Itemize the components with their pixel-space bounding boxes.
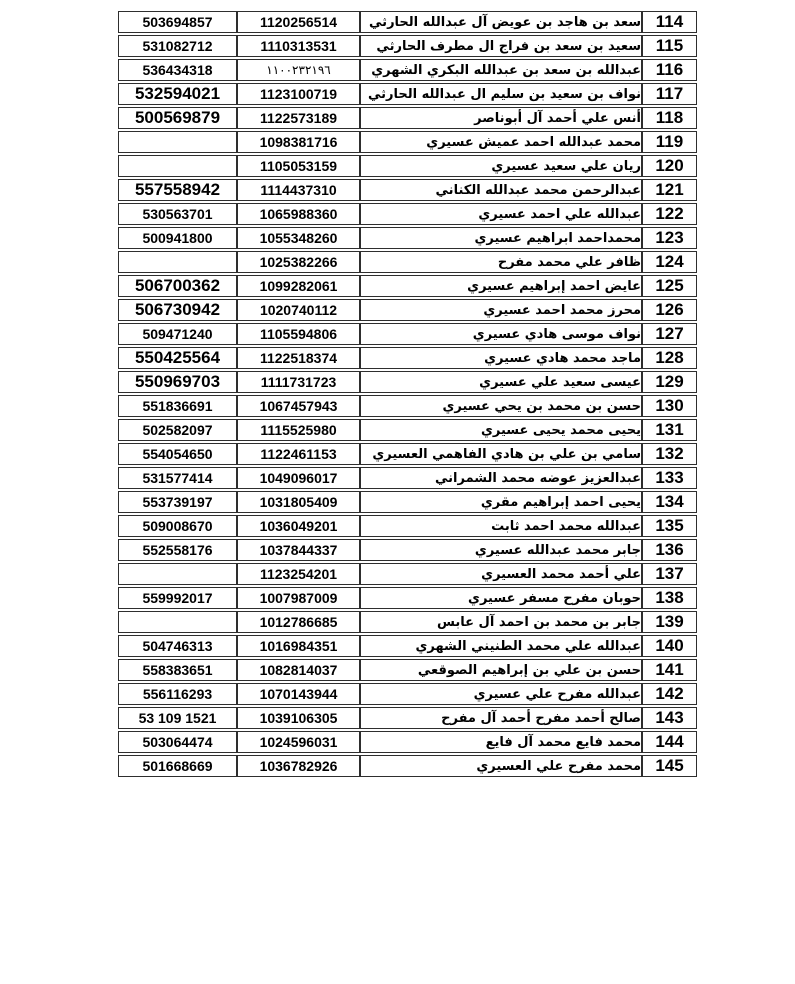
id-number-cell: 1123100719 bbox=[237, 83, 360, 105]
table-row bbox=[118, 275, 697, 297]
row-number-cell: 143 bbox=[642, 707, 697, 729]
row-number-cell: 114 bbox=[642, 11, 697, 33]
table-row bbox=[118, 59, 697, 81]
person-name-cell: محمد فايع محمد آل فايع bbox=[360, 731, 642, 753]
id-number-cell: 1099282061 bbox=[237, 275, 360, 297]
id-number-cell: 1031805409 bbox=[237, 491, 360, 513]
table-row bbox=[118, 203, 697, 225]
table-row bbox=[118, 83, 697, 105]
id-number-cell: 1036782926 bbox=[237, 755, 360, 777]
records-table-container bbox=[118, 9, 697, 779]
id-number-cell: 1122573189 bbox=[237, 107, 360, 129]
row-number-cell: 128 bbox=[642, 347, 697, 369]
id-number-cell: 1012786685 bbox=[237, 611, 360, 633]
id-number-cell: 1122461153 bbox=[237, 443, 360, 465]
table-row bbox=[118, 683, 697, 705]
phone-number-cell: 504746313 bbox=[118, 635, 237, 657]
phone-number-cell: 502582097 bbox=[118, 419, 237, 441]
id-number-cell: 1123254201 bbox=[237, 563, 360, 585]
person-name-cell: سعد بن هاجد بن عويض آل عبدالله الحارثي bbox=[360, 11, 642, 33]
person-name-cell: عبدالله علي محمد الطنيني الشهري bbox=[360, 635, 642, 657]
person-name-cell: حسن بن محمد بن يحي عسيري bbox=[360, 395, 642, 417]
phone-number-cell bbox=[118, 251, 237, 273]
row-number-cell: 120 bbox=[642, 155, 697, 177]
id-number-cell: 1070143944 bbox=[237, 683, 360, 705]
phone-number-cell: 53 109 1521 bbox=[118, 707, 237, 729]
phone-number-cell: 506700362 bbox=[118, 275, 237, 297]
row-number-cell: 127 bbox=[642, 323, 697, 345]
row-number-cell: 117 bbox=[642, 83, 697, 105]
person-name-cell: حسن بن علي بن إبراهيم الصوقعي bbox=[360, 659, 642, 681]
table-row bbox=[118, 107, 697, 129]
table-row bbox=[118, 587, 697, 609]
row-number-cell: 138 bbox=[642, 587, 697, 609]
id-number-cell: 1016984351 bbox=[237, 635, 360, 657]
phone-number-cell: 509471240 bbox=[118, 323, 237, 345]
table-row bbox=[118, 467, 697, 489]
row-number-cell: 116 bbox=[642, 59, 697, 81]
phone-number-cell: 506730942 bbox=[118, 299, 237, 321]
table-row bbox=[118, 371, 697, 393]
table-row bbox=[118, 35, 697, 57]
table-row bbox=[118, 131, 697, 153]
table-row bbox=[118, 515, 697, 537]
table-row bbox=[118, 179, 697, 201]
person-name-cell: جابر بن محمد بن احمد آل عابس bbox=[360, 611, 642, 633]
person-name-cell: عبدالله بن سعد بن عبدالله البكري الشهري bbox=[360, 59, 642, 81]
records-table bbox=[118, 9, 697, 779]
person-name-cell: عبدالله محمد احمد ثابت bbox=[360, 515, 642, 537]
phone-number-cell bbox=[118, 155, 237, 177]
row-number-cell: 122 bbox=[642, 203, 697, 225]
phone-number-cell: 551836691 bbox=[118, 395, 237, 417]
person-name-cell: محمد عبدالله احمد عميش عسيري bbox=[360, 131, 642, 153]
person-name-cell: حوبان مفرح مسفر عسيري bbox=[360, 587, 642, 609]
id-number-cell: 1039106305 bbox=[237, 707, 360, 729]
id-number-cell: 1065988360 bbox=[237, 203, 360, 225]
table-row bbox=[118, 491, 697, 513]
person-name-cell: أنس علي أحمد آل أبوناصر bbox=[360, 107, 642, 129]
table-row bbox=[118, 659, 697, 681]
person-name-cell: صالح أحمد مفرح أحمد آل مفرح bbox=[360, 707, 642, 729]
person-name-cell: عايض احمد إبراهيم عسيري bbox=[360, 275, 642, 297]
table-row bbox=[118, 443, 697, 465]
phone-number-cell: 531577414 bbox=[118, 467, 237, 489]
table-row bbox=[118, 611, 697, 633]
phone-number-cell: 531082712 bbox=[118, 35, 237, 57]
row-number-cell: 129 bbox=[642, 371, 697, 393]
row-number-cell: 130 bbox=[642, 395, 697, 417]
id-number-cell: 1007987009 bbox=[237, 587, 360, 609]
person-name-cell: ماجد محمد هادي عسيري bbox=[360, 347, 642, 369]
person-name-cell: جابر محمد عبدالله عسيري bbox=[360, 539, 642, 561]
phone-number-cell bbox=[118, 611, 237, 633]
row-number-cell: 136 bbox=[642, 539, 697, 561]
row-number-cell: 118 bbox=[642, 107, 697, 129]
person-name-cell: ريان علي سعيد عسيري bbox=[360, 155, 642, 177]
row-number-cell: 123 bbox=[642, 227, 697, 249]
phone-number-cell: 503064474 bbox=[118, 731, 237, 753]
row-number-cell: 137 bbox=[642, 563, 697, 585]
id-number-cell: 1122518374 bbox=[237, 347, 360, 369]
records-table-body bbox=[118, 11, 697, 777]
table-row bbox=[118, 707, 697, 729]
id-number-cell: 1115525980 bbox=[237, 419, 360, 441]
id-number-cell: 1025382266 bbox=[237, 251, 360, 273]
phone-number-cell: 536434318 bbox=[118, 59, 237, 81]
id-number-cell: 1055348260 bbox=[237, 227, 360, 249]
row-number-cell: 141 bbox=[642, 659, 697, 681]
id-number-cell: 1105594806 bbox=[237, 323, 360, 345]
table-row bbox=[118, 755, 697, 777]
person-name-cell: علي أحمد محمد العسيري bbox=[360, 563, 642, 585]
person-name-cell: سعيد بن سعد بن فراج ال مطرف الحارثي bbox=[360, 35, 642, 57]
phone-number-cell: 557558942 bbox=[118, 179, 237, 201]
person-name-cell: يحيى احمد إبراهيم مقري bbox=[360, 491, 642, 513]
table-row bbox=[118, 347, 697, 369]
row-number-cell: 140 bbox=[642, 635, 697, 657]
phone-number-cell: 500941800 bbox=[118, 227, 237, 249]
table-row bbox=[118, 227, 697, 249]
person-name-cell: عبدالرحمن محمد عبدالله الكناني bbox=[360, 179, 642, 201]
id-number-cell: 1111731723 bbox=[237, 371, 360, 393]
person-name-cell: عبدالعزيز عوضه محمد الشمراني bbox=[360, 467, 642, 489]
table-row bbox=[118, 563, 697, 585]
row-number-cell: 126 bbox=[642, 299, 697, 321]
person-name-cell: يحيى محمد يحيى عسيري bbox=[360, 419, 642, 441]
id-number-cell: 1105053159 bbox=[237, 155, 360, 177]
phone-number-cell: 559992017 bbox=[118, 587, 237, 609]
table-row bbox=[118, 731, 697, 753]
id-number-cell: 1036049201 bbox=[237, 515, 360, 537]
row-number-cell: 134 bbox=[642, 491, 697, 513]
person-name-cell: نواف بن سعيد بن سليم ال عبدالله الحارثي bbox=[360, 83, 642, 105]
phone-number-cell: 556116293 bbox=[118, 683, 237, 705]
id-number-cell: 1082814037 bbox=[237, 659, 360, 681]
row-number-cell: 145 bbox=[642, 755, 697, 777]
table-row bbox=[118, 419, 697, 441]
table-row bbox=[118, 635, 697, 657]
row-number-cell: 142 bbox=[642, 683, 697, 705]
phone-number-cell: 532594021 bbox=[118, 83, 237, 105]
person-name-cell: محمد مفرح علي العسيري bbox=[360, 755, 642, 777]
id-number-cell: 1120256514 bbox=[237, 11, 360, 33]
id-number-cell: 1114437310 bbox=[237, 179, 360, 201]
id-number-cell: 1049096017 bbox=[237, 467, 360, 489]
id-number-cell: 1110313531 bbox=[237, 35, 360, 57]
person-name-cell: محمداحمد ابراهيم عسيري bbox=[360, 227, 642, 249]
row-number-cell: 132 bbox=[642, 443, 697, 465]
phone-number-cell: 552558176 bbox=[118, 539, 237, 561]
id-number-cell: 1098381716 bbox=[237, 131, 360, 153]
table-row bbox=[118, 323, 697, 345]
person-name-cell: نواف موسى هادي عسيري bbox=[360, 323, 642, 345]
row-number-cell: 144 bbox=[642, 731, 697, 753]
row-number-cell: 115 bbox=[642, 35, 697, 57]
table-row bbox=[118, 395, 697, 417]
person-name-cell: محرز محمد احمد عسيري bbox=[360, 299, 642, 321]
row-number-cell: 121 bbox=[642, 179, 697, 201]
phone-number-cell: 501668669 bbox=[118, 755, 237, 777]
phone-number-cell: 554054650 bbox=[118, 443, 237, 465]
person-name-cell: ظافر علي محمد مفرح bbox=[360, 251, 642, 273]
phone-number-cell: 553739197 bbox=[118, 491, 237, 513]
row-number-cell: 131 bbox=[642, 419, 697, 441]
row-number-cell: 124 bbox=[642, 251, 697, 273]
row-number-cell: 133 bbox=[642, 467, 697, 489]
id-number-cell: 1037844337 bbox=[237, 539, 360, 561]
id-number-cell: 1067457943 bbox=[237, 395, 360, 417]
phone-number-cell: 558383651 bbox=[118, 659, 237, 681]
phone-number-cell bbox=[118, 563, 237, 585]
table-row bbox=[118, 155, 697, 177]
row-number-cell: 135 bbox=[642, 515, 697, 537]
person-name-cell: عيسى سعيد علي عسيري bbox=[360, 371, 642, 393]
row-number-cell: 139 bbox=[642, 611, 697, 633]
row-number-cell: 119 bbox=[642, 131, 697, 153]
person-name-cell: عبدالله مفرح علي عسيري bbox=[360, 683, 642, 705]
person-name-cell: عبدالله علي احمد عسيري bbox=[360, 203, 642, 225]
phone-number-cell: 509008670 bbox=[118, 515, 237, 537]
table-row bbox=[118, 11, 697, 33]
id-number-cell: 1024596031 bbox=[237, 731, 360, 753]
table-row bbox=[118, 251, 697, 273]
phone-number-cell: 530563701 bbox=[118, 203, 237, 225]
phone-number-cell: 550425564 bbox=[118, 347, 237, 369]
id-number-cell: ١١٠٠٢٣٢١٩٦ bbox=[237, 59, 360, 81]
phone-number-cell: 550969703 bbox=[118, 371, 237, 393]
table-row bbox=[118, 539, 697, 561]
row-number-cell: 125 bbox=[642, 275, 697, 297]
phone-number-cell: 500569879 bbox=[118, 107, 237, 129]
phone-number-cell bbox=[118, 131, 237, 153]
table-row bbox=[118, 299, 697, 321]
person-name-cell: سامي بن علي بن هادي الفاهمي العسيري bbox=[360, 443, 642, 465]
phone-number-cell: 503694857 bbox=[118, 11, 237, 33]
id-number-cell: 1020740112 bbox=[237, 299, 360, 321]
